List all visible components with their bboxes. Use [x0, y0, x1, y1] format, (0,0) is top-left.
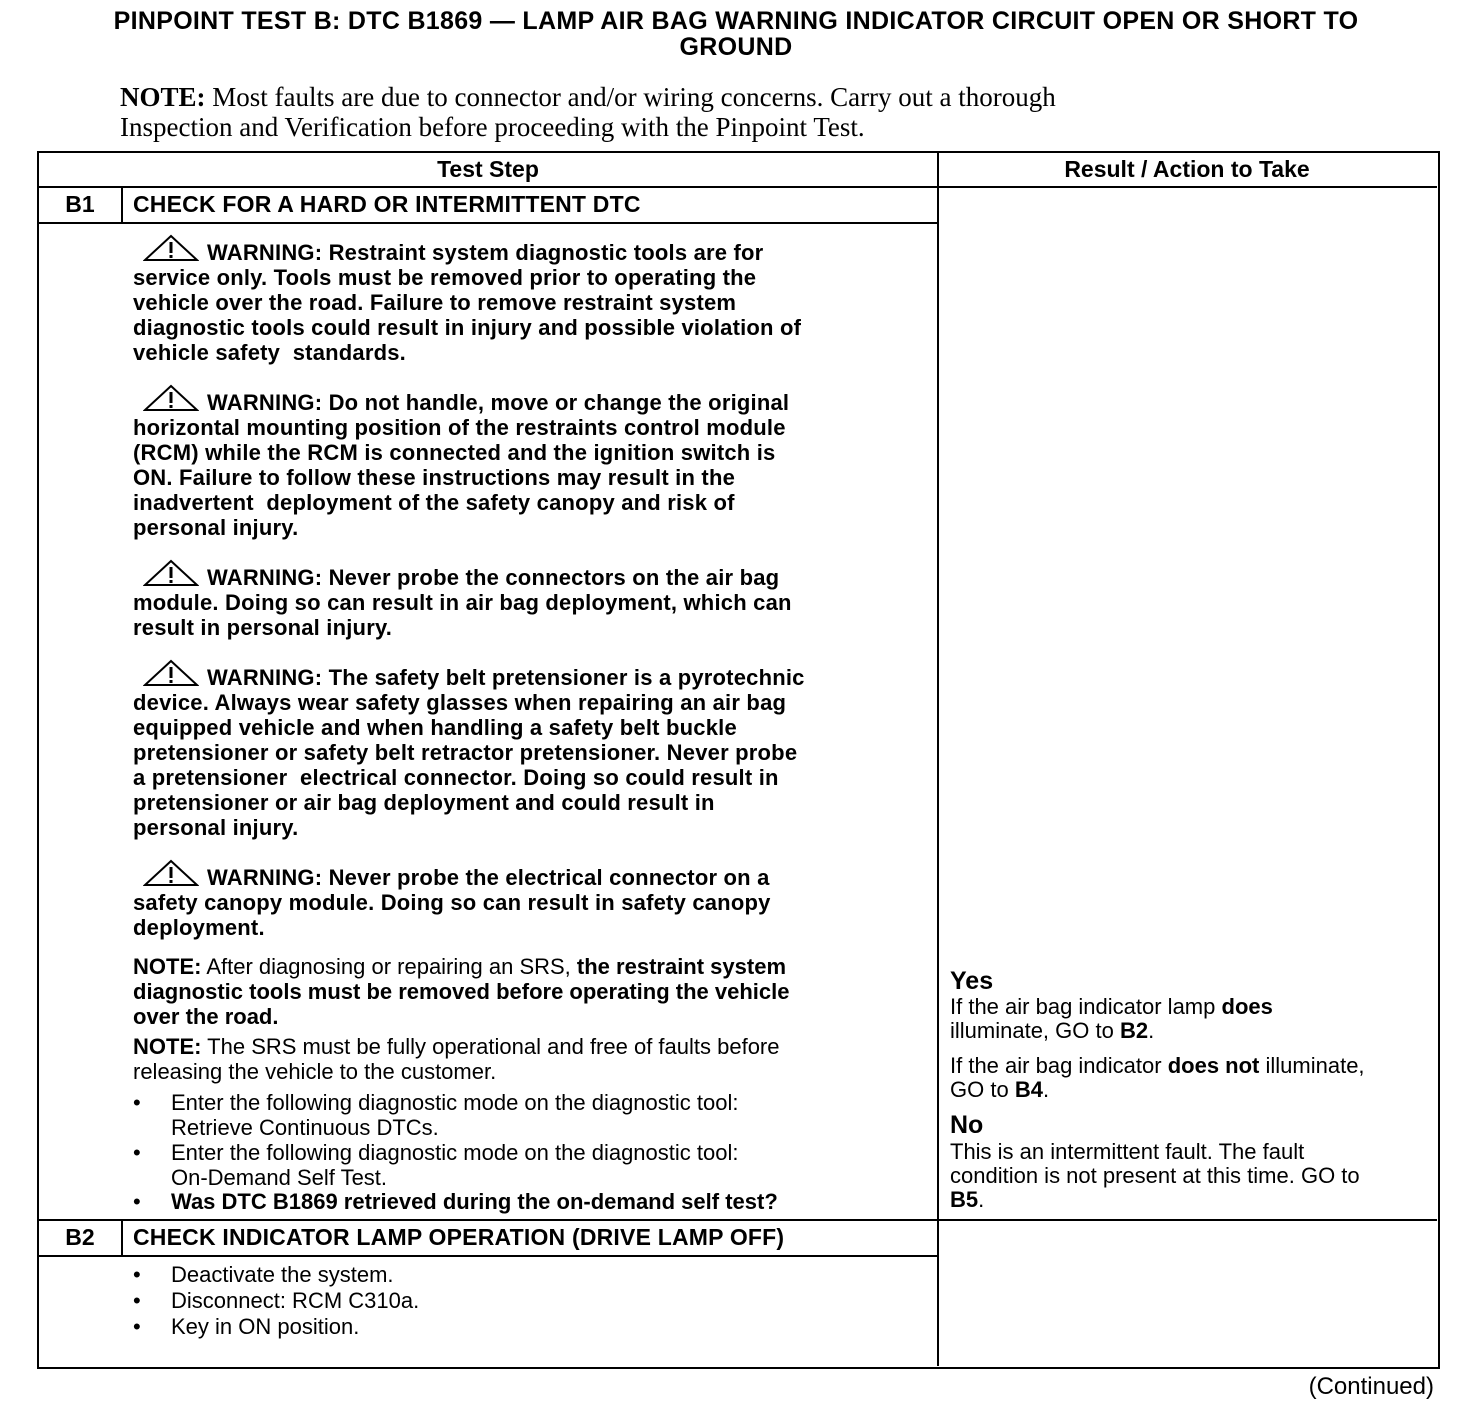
b1-bullet-1-line1: Enter the following diagnostic mode on the diagnostic tool: [171, 1090, 739, 1115]
page-title-line2: GROUND [679, 33, 793, 61]
note-srs-operational-line1: The SRS must be fully operational and free of faults before [207, 1034, 780, 1059]
list-item [133, 1288, 923, 1314]
result-yes-2-e: B4 [1014, 1077, 1043, 1102]
note-srs-operational-line2: releasing the vehicle to the customer. [133, 1059, 497, 1084]
header-test-step: Test Step [437, 156, 539, 182]
b1-bullet-3: Was DTC B1869 retrieved during the on-demand self test? [171, 1189, 778, 1214]
result-no-line2: condition is not present at this time. GO to [950, 1163, 1360, 1188]
page-title-line1: PINPOINT TEST B: DTC B1869 — LAMP AIR BAG WARNING INDICATOR CIRCUIT OPEN OR SHORT TO [113, 7, 1359, 35]
note-srs-tools-text-a: After diagnosing or repairing an SRS, [206, 954, 571, 979]
b1-id-divider [121, 187, 123, 222]
b2-bullet-2: Disconnect: RCM C310a. [171, 1288, 420, 1313]
b1-title-rule [38, 222, 938, 224]
warning-triangle-icon [143, 384, 199, 412]
result-no-line1: This is an intermittent fault. The fault [950, 1139, 1305, 1164]
result-yes-2-c: illuminate, [1265, 1053, 1365, 1078]
page-title [20, 8, 1452, 60]
note-srs-operational [133, 1034, 923, 1084]
note-srs-tools-line2: diagnostic tools must be removed before operating the vehicle [133, 979, 790, 1004]
warning-4-line3: equipped vehicle and when handling a safety belt buckle [133, 715, 737, 740]
list-item [133, 1314, 923, 1340]
warning-2-line2: horizontal mounting position of the restraints control module [133, 415, 786, 440]
warning-5-line1: WARNING: Never probe the electrical connector on a [207, 865, 770, 890]
warning-4-line5: a pretensioner electrical connector. Doing so could result in [133, 765, 779, 790]
warning-2-line3: (RCM) while the RCM is connected and the ignition switch is [133, 440, 776, 465]
header-result: Result / Action to Take [1064, 156, 1310, 182]
b2-bullet-3: Key in ON position. [171, 1314, 360, 1339]
warning-3-line1: WARNING: Never probe the connectors on the air bag [207, 565, 780, 590]
result-yes-1-d: B2 [1119, 1018, 1149, 1043]
warning-4-line6: pretensioner or air bag deployment and could result in [133, 790, 715, 815]
result-no-line3: B5 [950, 1187, 979, 1212]
bullet-dot: • [133, 1314, 141, 1339]
result-no: This is an intermittent fault. The fault condition is not present at this time. GO to B5. [950, 1140, 1434, 1212]
warning-4-line1: WARNING: The safety belt pretensioner is a pyrotechnic [207, 665, 805, 690]
warning-triangle-icon [143, 659, 199, 687]
warning-1-line1: WARNING: Restraint system diagnostic tools are for [207, 240, 764, 265]
intro-note-line1: Most faults are due to connector and/or wiring concerns. Carry out a thorough [212, 82, 1056, 112]
warning-4-line7: personal injury. [133, 815, 299, 840]
bullet-dot: • [133, 1140, 141, 1165]
intro-note [120, 82, 1320, 142]
warning-2 [133, 384, 923, 540]
bullet-dot: • [133, 1288, 141, 1313]
b2-bullet-1: Deactivate the system. [171, 1262, 394, 1287]
list-item [133, 1189, 923, 1215]
result-yes-1-c: illuminate, GO to [950, 1018, 1114, 1043]
warning-5 [133, 859, 923, 940]
warning-4-line2: device. Always wear safety glasses when repairing an air bag [133, 690, 787, 715]
step-b1-id: B1 [65, 191, 95, 217]
step-b1-title: CHECK FOR A HARD OR INTERMITTENT DTC [133, 191, 641, 217]
warning-1-line5: vehicle safety standards. [133, 340, 406, 365]
warning-3 [133, 559, 923, 640]
note-srs-operational-label: NOTE: [133, 1034, 202, 1059]
note-srs-tools-text-b: the restraint system [576, 954, 787, 979]
b2-id-divider [121, 1220, 123, 1255]
result-yes-1-b: does [1221, 994, 1273, 1019]
note-srs-tools-line3: over the road. [133, 1004, 279, 1029]
b1-bullet-2-line2: On-Demand Self Test. [171, 1165, 388, 1190]
result-yes-2: If the air bag indicator does not illuminate, GO to B4. [950, 1053, 1365, 1102]
warning-triangle-icon [143, 859, 199, 887]
result-yes-1: If the air bag indicator lamp does illuminate, GO to B2. [950, 994, 1273, 1043]
step-b2-id: B2 [65, 1224, 95, 1250]
warning-2-line1: WARNING: Do not handle, move or change the original [207, 390, 790, 415]
b1-bullet-2-line1: Enter the following diagnostic mode on the diagnostic tool: [171, 1140, 739, 1165]
warning-triangle-icon [143, 559, 199, 587]
result-yes-2-d: GO to [950, 1077, 1009, 1102]
warning-1-line4: diagnostic tools could result in injury and possible violation of [133, 315, 802, 340]
b2-title-rule [38, 1255, 938, 1257]
warning-2-line5: inadvertent deployment of the safety canopy and risk of [133, 490, 735, 515]
warning-2-line4: ON. Failure to follow these instructions may result in the [133, 465, 736, 490]
bullet-dot: • [133, 1090, 141, 1115]
warning-5-line3: deployment. [133, 915, 265, 940]
bullet-dot: • [133, 1262, 141, 1287]
warning-3-line2: module. Doing so can result in air bag deployment, which can [133, 590, 792, 615]
list-item [133, 1140, 923, 1190]
warning-4-line4: pretensioner or safety belt retractor pretensioner. Never probe [133, 740, 798, 765]
result-no-label: No [950, 1111, 984, 1139]
warning-5-line2: safety canopy module. Doing so can result in safety canopy [133, 890, 771, 915]
warning-1-line3: vehicle over the road. Failure to remove restraint system [133, 290, 737, 315]
bullet-dot: • [133, 1189, 141, 1214]
result-yes-2-b: does not [1167, 1053, 1260, 1078]
intro-note-label: NOTE: [120, 82, 206, 112]
warning-triangle-icon [143, 234, 199, 262]
warning-1-line2: service only. Tools must be removed prior to operating the [133, 265, 757, 290]
result-yes-label: Yes [950, 967, 994, 995]
result-yes-2-a: If the air bag indicator [950, 1053, 1162, 1078]
result-yes-1-a: If the air bag indicator lamp [950, 994, 1216, 1019]
continued-label: (Continued) [1308, 1373, 1434, 1400]
column-divider [937, 152, 939, 1366]
note-srs-tools [133, 954, 923, 1029]
step-b2-title: CHECK INDICATOR LAMP OPERATION (DRIVE LAMP OFF) [133, 1224, 785, 1250]
warning-1 [133, 234, 923, 365]
intro-note-line2: Inspection and Verification before proceeding with the Pinpoint Test. [120, 112, 865, 142]
list-item [133, 1090, 923, 1140]
warning-3-line3: result in personal injury. [133, 615, 393, 640]
b1-bullet-1-line2: Retrieve Continuous DTCs. [171, 1115, 439, 1140]
warning-4 [133, 659, 923, 840]
list-item [133, 1262, 923, 1288]
warning-2-line6: personal injury. [133, 515, 299, 540]
note-srs-tools-label: NOTE: [133, 954, 202, 979]
